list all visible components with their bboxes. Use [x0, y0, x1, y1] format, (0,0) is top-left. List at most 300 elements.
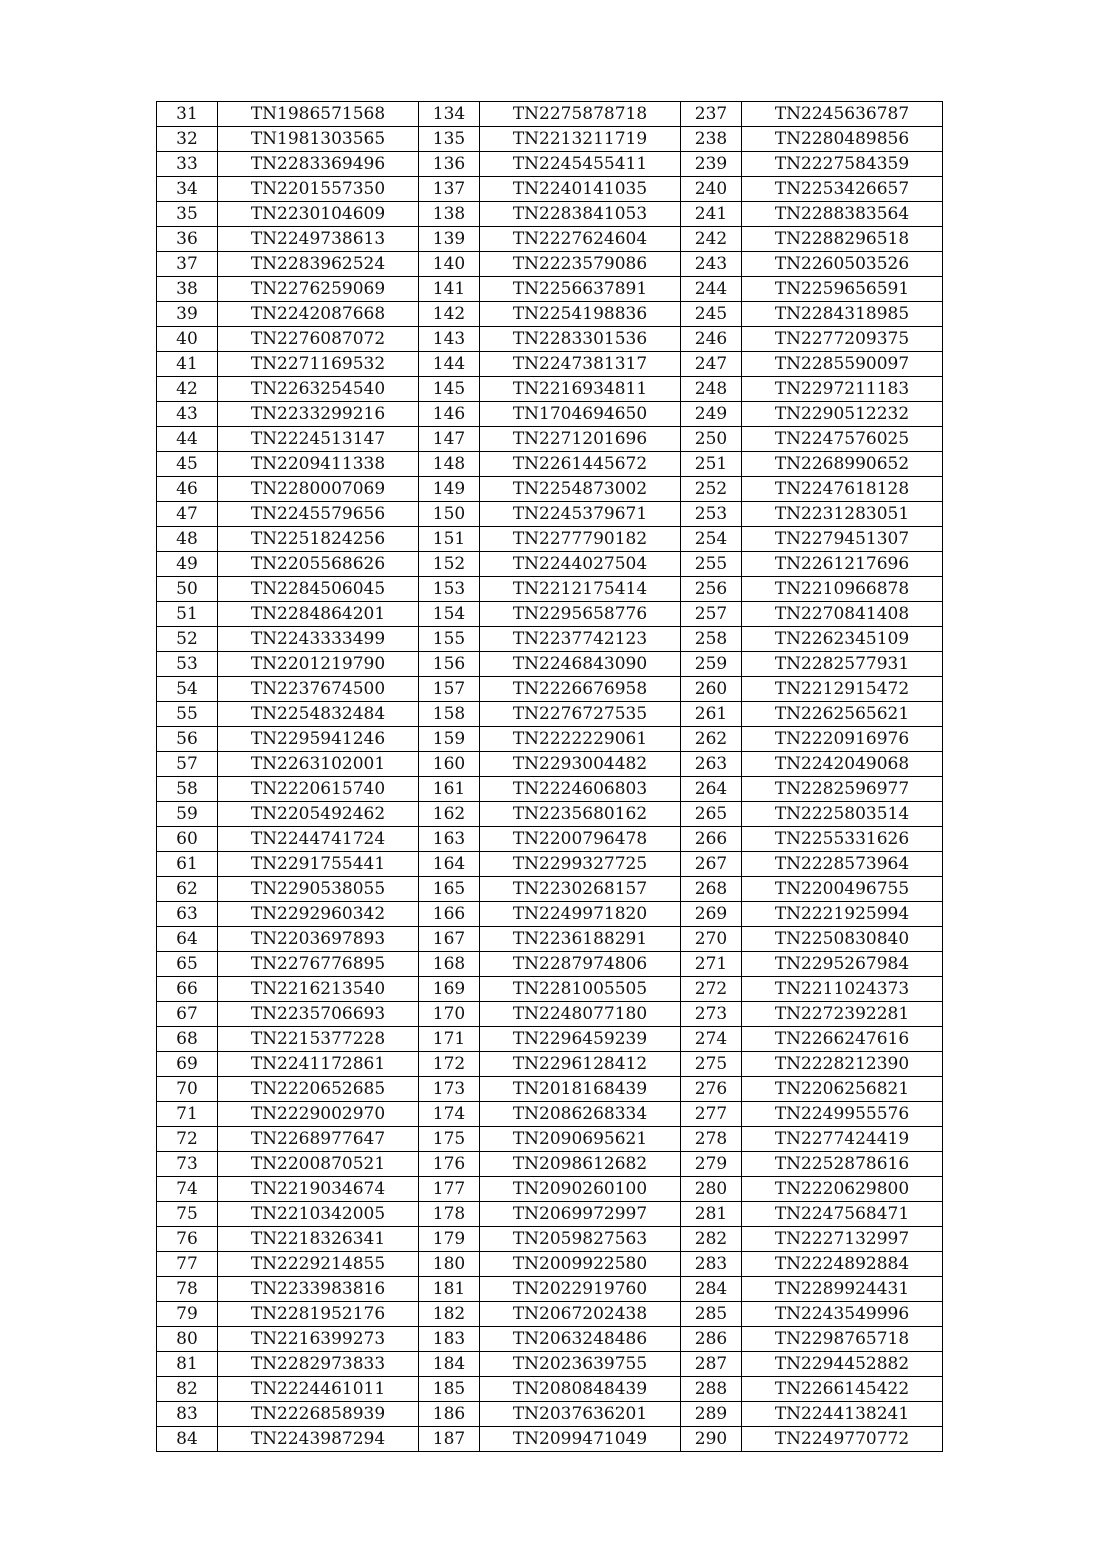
tracking-number-cell: TN2230104609 [218, 202, 419, 227]
row-number-cell: 42 [157, 377, 218, 402]
row-number-cell: 164 [419, 852, 480, 877]
row-number-cell: 249 [681, 402, 742, 427]
tracking-number-cell: TN2263102001 [218, 752, 419, 777]
tracking-number-cell: TN2287974806 [480, 952, 681, 977]
tracking-number-cell: TN2233983816 [218, 1277, 419, 1302]
row-number-cell: 239 [681, 152, 742, 177]
row-number-cell: 47 [157, 502, 218, 527]
table-row [157, 652, 943, 677]
table-row [157, 1077, 943, 1102]
table-row [157, 1102, 943, 1127]
row-number-cell: 46 [157, 477, 218, 502]
table-row [157, 177, 943, 202]
tracking-number-cell: TN2222229061 [480, 727, 681, 752]
row-number-cell: 73 [157, 1152, 218, 1177]
row-number-cell: 182 [419, 1302, 480, 1327]
row-number-cell: 270 [681, 927, 742, 952]
row-number-cell: 171 [419, 1027, 480, 1052]
row-number-cell: 51 [157, 602, 218, 627]
row-number-cell: 263 [681, 752, 742, 777]
tracking-number-cell: TN2215377228 [218, 1027, 419, 1052]
tracking-number-cell: TN2249955576 [742, 1102, 943, 1127]
row-number-cell: 136 [419, 152, 480, 177]
row-number-cell: 186 [419, 1402, 480, 1427]
row-number-cell: 258 [681, 627, 742, 652]
row-number-cell: 181 [419, 1277, 480, 1302]
row-number-cell: 261 [681, 702, 742, 727]
row-number-cell: 277 [681, 1102, 742, 1127]
row-number-cell: 144 [419, 352, 480, 377]
row-number-cell: 273 [681, 1002, 742, 1027]
row-number-cell: 37 [157, 252, 218, 277]
tracking-number-cell: TN2271201696 [480, 427, 681, 452]
table-row [157, 1252, 943, 1277]
table-row [157, 577, 943, 602]
row-number-cell: 81 [157, 1352, 218, 1377]
tracking-number-cell: TN2227624604 [480, 227, 681, 252]
tracking-number-cell: TN2220615740 [218, 777, 419, 802]
table-row [157, 852, 943, 877]
table-row [157, 402, 943, 427]
row-number-cell: 280 [681, 1177, 742, 1202]
tracking-number-cell: TN2299327725 [480, 852, 681, 877]
tracking-number-cell: TN2067202438 [480, 1302, 681, 1327]
row-number-cell: 67 [157, 1002, 218, 1027]
row-number-cell: 175 [419, 1127, 480, 1152]
tracking-number-cell: TN2293004482 [480, 752, 681, 777]
tracking-number-cell: TN2297211183 [742, 377, 943, 402]
tracking-number-cell: TN2099471049 [480, 1427, 681, 1452]
row-number-cell: 145 [419, 377, 480, 402]
row-number-cell: 78 [157, 1277, 218, 1302]
row-number-cell: 254 [681, 527, 742, 552]
tracking-number-cell: TN2271169532 [218, 352, 419, 377]
tracking-number-cell: TN2260503526 [742, 252, 943, 277]
tracking-number-cell: TN2283962524 [218, 252, 419, 277]
tracking-number-cell: TN2280007069 [218, 477, 419, 502]
tracking-number-cell: TN2221925994 [742, 902, 943, 927]
row-number-cell: 57 [157, 752, 218, 777]
row-number-cell: 155 [419, 627, 480, 652]
tracking-number-cell: TN2216399273 [218, 1327, 419, 1352]
row-number-cell: 256 [681, 577, 742, 602]
row-number-cell: 41 [157, 352, 218, 377]
tracking-number-cell: TN2229002970 [218, 1102, 419, 1127]
tracking-number-cell: TN2220916976 [742, 727, 943, 752]
row-number-cell: 48 [157, 527, 218, 552]
row-number-cell: 260 [681, 677, 742, 702]
row-number-cell: 259 [681, 652, 742, 677]
row-number-cell: 82 [157, 1377, 218, 1402]
row-number-cell: 161 [419, 777, 480, 802]
row-number-cell: 267 [681, 852, 742, 877]
tracking-number-cell: TN2247618128 [742, 477, 943, 502]
tracking-number-cell: TN1986571568 [218, 102, 419, 127]
table-row [157, 877, 943, 902]
tracking-number-cell: TN2210966878 [742, 577, 943, 602]
row-number-cell: 177 [419, 1177, 480, 1202]
row-number-cell: 40 [157, 327, 218, 352]
tracking-number-cell: TN2282577931 [742, 652, 943, 677]
row-number-cell: 61 [157, 852, 218, 877]
row-number-cell: 68 [157, 1027, 218, 1052]
row-number-cell: 250 [681, 427, 742, 452]
row-number-cell: 55 [157, 702, 218, 727]
row-number-cell: 240 [681, 177, 742, 202]
row-number-cell: 237 [681, 102, 742, 127]
tracking-number-cell: TN2281005505 [480, 977, 681, 1002]
tracking-number-cell: TN2224892884 [742, 1252, 943, 1277]
row-number-cell: 43 [157, 402, 218, 427]
tracking-number-cell: TN2279451307 [742, 527, 943, 552]
tracking-number-cell: TN2200796478 [480, 827, 681, 852]
tracking-number-cell: TN2237742123 [480, 627, 681, 652]
row-number-cell: 59 [157, 802, 218, 827]
tracking-number-cell: TN2277209375 [742, 327, 943, 352]
tracking-number-cell: TN2244741724 [218, 827, 419, 852]
row-number-cell: 146 [419, 402, 480, 427]
row-number-cell: 185 [419, 1377, 480, 1402]
tracking-number-cell: TN2277790182 [480, 527, 681, 552]
row-number-cell: 176 [419, 1152, 480, 1177]
tracking-number-cell: TN2275878718 [480, 102, 681, 127]
row-number-cell: 166 [419, 902, 480, 927]
tracking-number-cell: TN1704694650 [480, 402, 681, 427]
tracking-number-cell: TN2245636787 [742, 102, 943, 127]
row-number-cell: 72 [157, 1127, 218, 1152]
row-number-cell: 77 [157, 1252, 218, 1277]
tracking-number-cell: TN2244138241 [742, 1402, 943, 1427]
row-number-cell: 271 [681, 952, 742, 977]
tracking-number-cell: TN2256637891 [480, 277, 681, 302]
row-number-cell: 284 [681, 1277, 742, 1302]
row-number-cell: 183 [419, 1327, 480, 1352]
tracking-number-cell: TN2086268334 [480, 1102, 681, 1127]
row-number-cell: 142 [419, 302, 480, 327]
row-number-cell: 242 [681, 227, 742, 252]
row-number-cell: 64 [157, 927, 218, 952]
tracking-number-cell: TN2090695621 [480, 1127, 681, 1152]
tracking-number-cell: TN2277424419 [742, 1127, 943, 1152]
row-number-cell: 31 [157, 102, 218, 127]
tracking-number-cell: TN2295658776 [480, 602, 681, 627]
tracking-number-cell: TN2209411338 [218, 452, 419, 477]
tracking-number-cell: TN2200870521 [218, 1152, 419, 1177]
tracking-number-cell: TN2284318985 [742, 302, 943, 327]
row-number-cell: 79 [157, 1302, 218, 1327]
row-number-cell: 180 [419, 1252, 480, 1277]
tracking-number-cell: TN2280489856 [742, 127, 943, 152]
tracking-number-table [156, 101, 943, 1452]
table-row [157, 1027, 943, 1052]
row-number-cell: 253 [681, 502, 742, 527]
row-number-cell: 153 [419, 577, 480, 602]
row-number-cell: 139 [419, 227, 480, 252]
tracking-number-cell: TN2288383564 [742, 202, 943, 227]
tracking-number-cell: TN2225803514 [742, 802, 943, 827]
tracking-number-cell: TN2246843090 [480, 652, 681, 677]
tracking-number-cell: TN2268990652 [742, 452, 943, 477]
tracking-number-cell: TN2276776895 [218, 952, 419, 977]
tracking-number-cell: TN2059827563 [480, 1227, 681, 1252]
table-row [157, 377, 943, 402]
tracking-number-cell: TN2205492462 [218, 802, 419, 827]
tracking-number-cell: TN2219034674 [218, 1177, 419, 1202]
tracking-number-cell: TN2291755441 [218, 852, 419, 877]
tracking-number-cell: TN2281952176 [218, 1302, 419, 1327]
row-number-cell: 159 [419, 727, 480, 752]
table-row [157, 602, 943, 627]
row-number-cell: 150 [419, 502, 480, 527]
tracking-number-cell: TN2266145422 [742, 1377, 943, 1402]
row-number-cell: 49 [157, 552, 218, 577]
tracking-number-cell: TN2216934811 [480, 377, 681, 402]
row-number-cell: 152 [419, 552, 480, 577]
tracking-number-cell: TN2261217696 [742, 552, 943, 577]
row-number-cell: 56 [157, 727, 218, 752]
table-row [157, 352, 943, 377]
row-number-cell: 262 [681, 727, 742, 752]
tracking-number-cell: TN2270841408 [742, 602, 943, 627]
tracking-number-cell: TN2262345109 [742, 627, 943, 652]
row-number-cell: 80 [157, 1327, 218, 1352]
row-number-cell: 264 [681, 777, 742, 802]
row-number-cell: 53 [157, 652, 218, 677]
tracking-number-cell: TN2276087072 [218, 327, 419, 352]
row-number-cell: 138 [419, 202, 480, 227]
row-number-cell: 241 [681, 202, 742, 227]
tracking-number-cell: TN2022919760 [480, 1277, 681, 1302]
tracking-number-cell: TN2295941246 [218, 727, 419, 752]
table-row [157, 677, 943, 702]
table-row [157, 527, 943, 552]
tracking-number-cell: TN2295267984 [742, 952, 943, 977]
table-row [157, 127, 943, 152]
table-row [157, 727, 943, 752]
tracking-number-cell: TN2201219790 [218, 652, 419, 677]
row-number-cell: 251 [681, 452, 742, 477]
tracking-number-cell: TN2080848439 [480, 1377, 681, 1402]
row-number-cell: 290 [681, 1427, 742, 1452]
row-number-cell: 252 [681, 477, 742, 502]
row-number-cell: 276 [681, 1077, 742, 1102]
tracking-number-cell: TN2206256821 [742, 1077, 943, 1102]
row-number-cell: 244 [681, 277, 742, 302]
row-number-cell: 38 [157, 277, 218, 302]
tracking-number-cell: TN2063248486 [480, 1327, 681, 1352]
row-number-cell: 58 [157, 777, 218, 802]
row-number-cell: 269 [681, 902, 742, 927]
row-number-cell: 266 [681, 827, 742, 852]
tracking-number-cell: TN2282596977 [742, 777, 943, 802]
tracking-number-cell: TN2226676958 [480, 677, 681, 702]
tracking-number-cell: TN2284864201 [218, 602, 419, 627]
row-number-cell: 285 [681, 1302, 742, 1327]
row-number-cell: 289 [681, 1402, 742, 1427]
row-number-cell: 149 [419, 477, 480, 502]
tracking-number-cell: TN2263254540 [218, 377, 419, 402]
row-number-cell: 54 [157, 677, 218, 702]
table-row [157, 202, 943, 227]
row-number-cell: 134 [419, 102, 480, 127]
row-number-cell: 83 [157, 1402, 218, 1427]
tracking-number-cell: TN2242087668 [218, 302, 419, 327]
table-row [157, 1352, 943, 1377]
row-number-cell: 165 [419, 877, 480, 902]
row-number-cell: 63 [157, 902, 218, 927]
tracking-number-cell: TN2251824256 [218, 527, 419, 552]
tracking-number-cell: TN2296128412 [480, 1052, 681, 1077]
row-number-cell: 151 [419, 527, 480, 552]
row-number-cell: 247 [681, 352, 742, 377]
tracking-number-cell: TN2227584359 [742, 152, 943, 177]
row-number-cell: 160 [419, 752, 480, 777]
table-body [157, 102, 943, 1452]
table-row [157, 702, 943, 727]
table-row [157, 1277, 943, 1302]
tracking-number-cell: TN2241172861 [218, 1052, 419, 1077]
row-number-cell: 84 [157, 1427, 218, 1452]
row-number-cell: 135 [419, 127, 480, 152]
tracking-number-cell: TN2254873002 [480, 477, 681, 502]
tracking-number-cell: TN2266247616 [742, 1027, 943, 1052]
table-row [157, 802, 943, 827]
table-row [157, 227, 943, 252]
tracking-number-cell: TN2233299216 [218, 402, 419, 427]
row-number-cell: 283 [681, 1252, 742, 1277]
table-row [157, 277, 943, 302]
tracking-number-cell: TN2235680162 [480, 802, 681, 827]
tracking-number-cell: TN2254198836 [480, 302, 681, 327]
row-number-cell: 255 [681, 552, 742, 577]
table-row [157, 252, 943, 277]
row-number-cell: 137 [419, 177, 480, 202]
tracking-number-cell: TN2203697893 [218, 927, 419, 952]
tracking-number-cell: TN2205568626 [218, 552, 419, 577]
tracking-number-cell: TN2037636201 [480, 1402, 681, 1427]
row-number-cell: 265 [681, 802, 742, 827]
row-number-cell: 287 [681, 1352, 742, 1377]
table-row [157, 977, 943, 1002]
row-number-cell: 32 [157, 127, 218, 152]
table-row [157, 327, 943, 352]
row-number-cell: 274 [681, 1027, 742, 1052]
tracking-number-cell: TN2294452882 [742, 1352, 943, 1377]
table-row [157, 1002, 943, 1027]
row-number-cell: 243 [681, 252, 742, 277]
row-number-cell: 187 [419, 1427, 480, 1452]
tracking-number-cell: TN2212175414 [480, 577, 681, 602]
tracking-number-cell: TN2284506045 [218, 577, 419, 602]
table-row [157, 777, 943, 802]
tracking-number-cell: TN2249971820 [480, 902, 681, 927]
tracking-number-cell: TN2201557350 [218, 177, 419, 202]
table-row [157, 752, 943, 777]
tracking-number-cell: TN2018168439 [480, 1077, 681, 1102]
tracking-number-cell: TN2227132997 [742, 1227, 943, 1252]
tracking-number-cell: TN2285590097 [742, 352, 943, 377]
tracking-number-cell: TN2245455411 [480, 152, 681, 177]
tracking-number-cell: TN2276259069 [218, 277, 419, 302]
table-row [157, 1427, 943, 1452]
row-number-cell: 66 [157, 977, 218, 1002]
tracking-number-cell: TN2245579656 [218, 502, 419, 527]
row-number-cell: 167 [419, 927, 480, 952]
tracking-number-cell: TN2223579086 [480, 252, 681, 277]
tracking-number-cell: TN2283841053 [480, 202, 681, 227]
row-number-cell: 36 [157, 227, 218, 252]
tracking-number-cell: TN2230268157 [480, 877, 681, 902]
row-number-cell: 52 [157, 627, 218, 652]
tracking-number-cell: TN2254832484 [218, 702, 419, 727]
table-row [157, 1227, 943, 1252]
row-number-cell: 141 [419, 277, 480, 302]
row-number-cell: 154 [419, 602, 480, 627]
table-row [157, 477, 943, 502]
tracking-number-cell: TN2226858939 [218, 1402, 419, 1427]
row-number-cell: 62 [157, 877, 218, 902]
row-number-cell: 275 [681, 1052, 742, 1077]
row-number-cell: 34 [157, 177, 218, 202]
table-row [157, 502, 943, 527]
row-number-cell: 170 [419, 1002, 480, 1027]
row-number-cell: 148 [419, 452, 480, 477]
row-number-cell: 288 [681, 1377, 742, 1402]
tracking-number-cell: TN2249770772 [742, 1427, 943, 1452]
tracking-number-cell: TN2272392281 [742, 1002, 943, 1027]
tracking-number-cell: TN2282973833 [218, 1352, 419, 1377]
row-number-cell: 75 [157, 1202, 218, 1227]
tracking-number-cell: TN2235706693 [218, 1002, 419, 1027]
table-row [157, 552, 943, 577]
row-number-cell: 238 [681, 127, 742, 152]
table-row [157, 1177, 943, 1202]
tracking-number-cell: TN2289924431 [742, 1277, 943, 1302]
row-number-cell: 174 [419, 1102, 480, 1127]
tracking-number-cell: TN2290538055 [218, 877, 419, 902]
tracking-number-cell: TN2243333499 [218, 627, 419, 652]
table-row [157, 152, 943, 177]
tracking-number-cell: TN2213211719 [480, 127, 681, 152]
tracking-number-cell: TN2259656591 [742, 277, 943, 302]
table-row [157, 1327, 943, 1352]
tracking-number-cell: TN2261445672 [480, 452, 681, 477]
row-number-cell: 246 [681, 327, 742, 352]
tracking-number-cell: TN2023639755 [480, 1352, 681, 1377]
row-number-cell: 143 [419, 327, 480, 352]
row-number-cell: 71 [157, 1102, 218, 1127]
row-number-cell: 39 [157, 302, 218, 327]
tracking-number-cell: TN2218326341 [218, 1227, 419, 1252]
tracking-number-cell: TN2244027504 [480, 552, 681, 577]
row-number-cell: 173 [419, 1077, 480, 1102]
row-number-cell: 70 [157, 1077, 218, 1102]
table-row [157, 927, 943, 952]
tracking-number-cell: TN2268977647 [218, 1127, 419, 1152]
tracking-number-cell: TN2212915472 [742, 677, 943, 702]
tracking-number-cell: TN2242049068 [742, 752, 943, 777]
row-number-cell: 184 [419, 1352, 480, 1377]
row-number-cell: 282 [681, 1227, 742, 1252]
tracking-number-cell: TN2229214855 [218, 1252, 419, 1277]
tracking-number-cell: TN1981303565 [218, 127, 419, 152]
table-row [157, 1052, 943, 1077]
row-number-cell: 156 [419, 652, 480, 677]
row-number-cell: 286 [681, 1327, 742, 1352]
row-number-cell: 147 [419, 427, 480, 452]
table-row [157, 902, 943, 927]
table-row [157, 427, 943, 452]
